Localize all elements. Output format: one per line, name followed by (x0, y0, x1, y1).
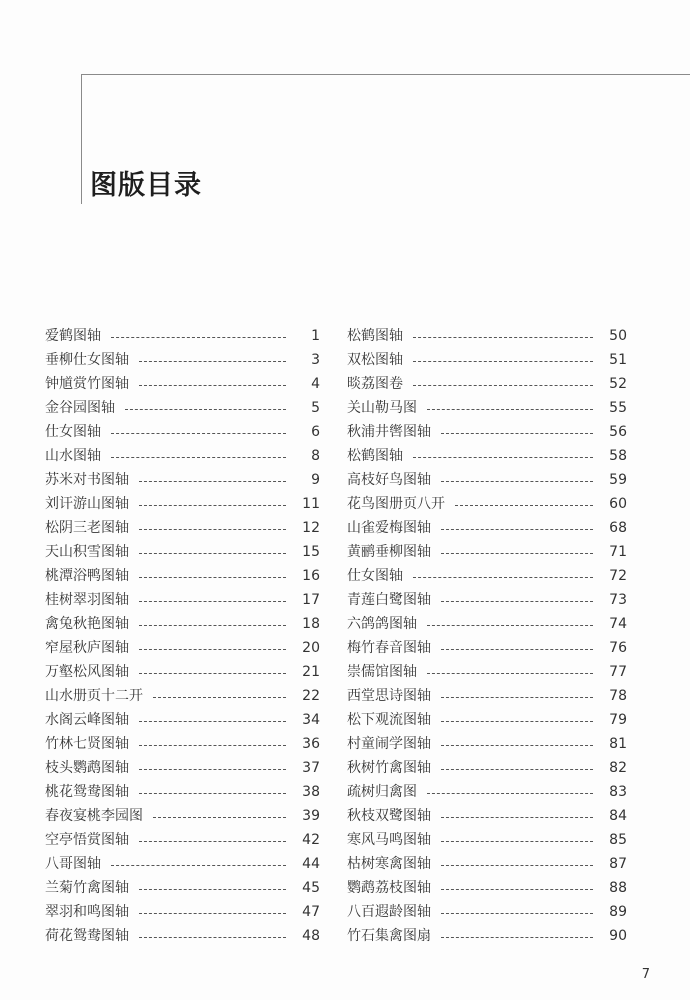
dash-leader (441, 889, 593, 890)
toc-entry-page: 1 (311, 328, 320, 344)
toc-entry-title: 松鹤图轴 (347, 328, 403, 344)
toc-entry-title: 禽兔秋艳图轴 (45, 616, 129, 632)
toc-entry-title: 钟馗赏竹图轴 (45, 376, 129, 392)
dash-leader (139, 913, 286, 914)
dash-leader (139, 841, 286, 842)
toc-entry-title: 疏树归禽图 (347, 784, 417, 800)
dash-leader (441, 697, 593, 698)
toc-entry (45, 540, 320, 564)
toc-entry-page: 3 (311, 352, 320, 368)
toc-entry-title: 黄鹂垂柳图轴 (347, 544, 431, 560)
dash-leader (427, 409, 593, 410)
dash-leader (441, 721, 593, 722)
toc-entry-title: 竹林七贤图轴 (45, 736, 129, 752)
toc-entry (347, 828, 627, 852)
toc-entry-page: 78 (609, 688, 627, 704)
toc-entry-title: 崇儒馆图轴 (347, 664, 417, 680)
toc-entry-title: 梅竹春音图轴 (347, 640, 431, 656)
dash-leader (111, 865, 286, 866)
toc-entry (347, 660, 627, 684)
dash-leader (153, 817, 286, 818)
toc-entry-title: 枝头鹦鹉图轴 (45, 760, 129, 776)
dash-leader (139, 577, 286, 578)
toc-entry-title: 西堂思诗图轴 (347, 688, 431, 704)
toc-entry (45, 324, 320, 348)
dash-leader (441, 841, 593, 842)
toc-entry-page: 47 (302, 904, 320, 920)
dash-leader (139, 937, 286, 938)
toc-entry-page: 39 (302, 808, 320, 824)
dash-leader (441, 649, 593, 650)
toc-entry (347, 876, 627, 900)
dash-leader (139, 361, 286, 362)
dash-leader (413, 577, 593, 578)
dash-leader (139, 625, 286, 626)
toc-entry-title: 荷花鸳鸯图轴 (45, 928, 129, 944)
toc-entry (347, 684, 627, 708)
toc-entry-page: 83 (609, 784, 627, 800)
toc-entry-page: 87 (609, 856, 627, 872)
toc-entry (45, 732, 320, 756)
toc-entry-title: 金谷园图轴 (45, 400, 115, 416)
toc-entry (45, 852, 320, 876)
toc-entry-page: 51 (609, 352, 627, 368)
toc-entry-page: 6 (311, 424, 320, 440)
toc-entry-page: 77 (609, 664, 627, 680)
dash-leader (139, 481, 286, 482)
toc-entry (45, 444, 320, 468)
toc-entry (45, 516, 320, 540)
toc-entry (347, 420, 627, 444)
toc-entry (45, 660, 320, 684)
dash-leader (139, 745, 286, 746)
toc-entry (45, 828, 320, 852)
toc-entry (45, 420, 320, 444)
dash-leader (455, 505, 593, 506)
toc-entry-title: 桃花鸳鸯图轴 (45, 784, 129, 800)
toc-entry-page: 17 (302, 592, 320, 608)
toc-entry-title: 万壑松风图轴 (45, 664, 129, 680)
dash-leader (139, 601, 286, 602)
toc-entry-title: 寒风马鸣图轴 (347, 832, 431, 848)
toc-entry-title: 晱荔图卷 (347, 376, 403, 392)
dash-leader (427, 793, 593, 794)
toc-entry-page: 56 (609, 424, 627, 440)
dash-leader (441, 913, 593, 914)
toc-entry (45, 756, 320, 780)
toc-entry (45, 348, 320, 372)
dash-leader (111, 457, 286, 458)
toc-entry-page: 42 (302, 832, 320, 848)
toc-entry (45, 924, 320, 948)
dash-leader (441, 745, 593, 746)
dash-leader (111, 337, 286, 338)
toc-entry (347, 540, 627, 564)
toc-entry-title: 兰菊竹禽图轴 (45, 880, 129, 896)
toc-entry-title: 水阁云峰图轴 (45, 712, 129, 728)
toc-entry (347, 804, 627, 828)
toc-entry-page: 79 (609, 712, 627, 728)
dash-leader (441, 937, 593, 938)
toc-entry-page: 88 (609, 880, 627, 896)
toc-entry-page: 8 (311, 448, 320, 464)
page-title: 图版目录 (90, 170, 202, 201)
toc-entry-title: 松鹤图轴 (347, 448, 403, 464)
toc-entry (347, 444, 627, 468)
dash-leader (441, 817, 593, 818)
dash-leader (413, 337, 593, 338)
toc-entry (45, 804, 320, 828)
toc-entry (347, 468, 627, 492)
toc-entry-title: 翠羽和鸣图轴 (45, 904, 129, 920)
page-number: 7 (641, 967, 650, 982)
toc-entry-title: 仕女图轴 (45, 424, 101, 440)
toc-entry-page: 20 (302, 640, 320, 656)
toc-entry (45, 876, 320, 900)
toc-entry-title: 六鸽鸽图轴 (347, 616, 417, 632)
dash-leader (441, 601, 593, 602)
toc-entry-title: 青莲白鹭图轴 (347, 592, 431, 608)
toc-entry-page: 58 (609, 448, 627, 464)
toc-entry-page: 36 (302, 736, 320, 752)
dash-leader (441, 553, 593, 554)
toc-entry-page: 5 (311, 400, 320, 416)
dash-leader (139, 385, 286, 386)
toc-entry (347, 708, 627, 732)
toc-entry-title: 桂树翠羽图轴 (45, 592, 129, 608)
toc-entry (347, 756, 627, 780)
toc-entry (347, 492, 627, 516)
toc-entry-title: 垂柳仕女图轴 (45, 352, 129, 368)
dash-leader (139, 769, 286, 770)
dash-leader (139, 553, 286, 554)
dash-leader (139, 529, 286, 530)
dash-leader (139, 673, 286, 674)
toc-entry-page: 11 (302, 496, 320, 512)
toc-entry-page: 16 (302, 568, 320, 584)
dash-leader (139, 649, 286, 650)
toc-entry-title: 花鸟图册页八开 (347, 496, 445, 512)
toc-entry-page: 82 (609, 760, 627, 776)
dash-leader (125, 409, 286, 410)
toc-entry-title: 山水图轴 (45, 448, 101, 464)
toc-entry (347, 780, 627, 804)
toc-entry-title: 空亭悟赏图轴 (45, 832, 129, 848)
dash-leader (413, 385, 593, 386)
toc-entry-title: 秋枝双鹭图轴 (347, 808, 431, 824)
toc-entry-title: 爱鹤图轴 (45, 328, 101, 344)
toc-entry-title: 山水册页十二开 (45, 688, 143, 704)
toc-entry (347, 396, 627, 420)
toc-entry (45, 612, 320, 636)
toc-entry-page: 38 (302, 784, 320, 800)
toc-entry-title: 松阴三老图轴 (45, 520, 129, 536)
toc-entry-page: 59 (609, 472, 627, 488)
toc-entry (347, 852, 627, 876)
toc-entry (347, 588, 627, 612)
dash-leader (413, 361, 593, 362)
toc-entry-title: 枯树寒禽图轴 (347, 856, 431, 872)
toc-entry (45, 396, 320, 420)
toc-entry (347, 732, 627, 756)
toc-entry (45, 564, 320, 588)
toc-entry (347, 516, 627, 540)
toc-entry (45, 636, 320, 660)
header-rule (81, 74, 690, 75)
toc-entry-title: 秋浦井辔图轴 (347, 424, 431, 440)
toc-entry-page: 12 (302, 520, 320, 536)
toc-entry-title: 天山积雪图轴 (45, 544, 129, 560)
dash-leader (427, 673, 593, 674)
dash-leader (441, 529, 593, 530)
toc-entry-page: 45 (302, 880, 320, 896)
toc-entry-page: 21 (302, 664, 320, 680)
toc-entry (347, 612, 627, 636)
toc-entry (45, 900, 320, 924)
toc-entry-title: 松下观流图轴 (347, 712, 431, 728)
toc-entry-page: 22 (302, 688, 320, 704)
toc-entry (45, 372, 320, 396)
toc-entry-page: 76 (609, 640, 627, 656)
dash-leader (139, 721, 286, 722)
dash-leader (111, 433, 286, 434)
toc-entry-title: 高枝好鸟图轴 (347, 472, 431, 488)
toc-entry (347, 324, 627, 348)
toc-entry-page: 84 (609, 808, 627, 824)
toc-entry-page: 60 (609, 496, 627, 512)
dash-leader (153, 697, 286, 698)
toc-entry (347, 900, 627, 924)
toc-entry-page: 68 (609, 520, 627, 536)
dash-leader (139, 889, 286, 890)
toc-entry-title: 鹦鹉荔枝图轴 (347, 880, 431, 896)
toc-entry-page: 55 (609, 400, 627, 416)
toc-entry-title: 春夜宴桃李园图 (45, 808, 143, 824)
dash-leader (427, 625, 593, 626)
dash-leader (139, 793, 286, 794)
toc-entry-title: 八哥图轴 (45, 856, 101, 872)
toc-entry-page: 90 (609, 928, 627, 944)
toc-entry-title: 仕女图轴 (347, 568, 403, 584)
toc-entry-page: 85 (609, 832, 627, 848)
toc-entry (45, 780, 320, 804)
toc-entry-title: 刘讦游山图轴 (45, 496, 129, 512)
toc-entry (347, 372, 627, 396)
toc-entry-page: 18 (302, 616, 320, 632)
dash-leader (413, 457, 593, 458)
toc-entry-page: 50 (609, 328, 627, 344)
toc-entry-title: 苏米对书图轴 (45, 472, 129, 488)
toc-entry-page: 44 (302, 856, 320, 872)
toc-entry-page: 37 (302, 760, 320, 776)
toc-entry (347, 924, 627, 948)
toc-column-left (45, 324, 320, 948)
dash-leader (441, 433, 593, 434)
toc-entry-title: 山雀爱梅图轴 (347, 520, 431, 536)
title-side-rule (81, 74, 82, 204)
toc-entry (45, 588, 320, 612)
toc-column-right (347, 324, 627, 948)
dash-leader (441, 865, 593, 866)
dash-leader (139, 505, 286, 506)
toc-entry-page: 73 (609, 592, 627, 608)
toc-entry-title: 关山勒马图 (347, 400, 417, 416)
toc-entry-page: 81 (609, 736, 627, 752)
toc-entry (347, 564, 627, 588)
dash-leader (441, 481, 593, 482)
toc-entry-title: 竹石集禽图扇 (347, 928, 431, 944)
toc-entry-page: 4 (311, 376, 320, 392)
toc-entry (45, 684, 320, 708)
toc-entry (45, 468, 320, 492)
toc-entry-page: 48 (302, 928, 320, 944)
toc-entry (347, 636, 627, 660)
toc-entry-title: 双松图轴 (347, 352, 403, 368)
toc-entry-page: 72 (609, 568, 627, 584)
toc-entry-title: 秋树竹禽图轴 (347, 760, 431, 776)
toc-entry-page: 89 (609, 904, 627, 920)
toc-entry (45, 708, 320, 732)
toc-entry-page: 52 (609, 376, 627, 392)
toc-entry-page: 15 (302, 544, 320, 560)
toc-entry-page: 9 (311, 472, 320, 488)
toc-entry-page: 74 (609, 616, 627, 632)
toc-entry-title: 桃潭浴鸭图轴 (45, 568, 129, 584)
toc-entry-title: 村童闹学图轴 (347, 736, 431, 752)
toc-entry (347, 348, 627, 372)
toc-entry (45, 492, 320, 516)
toc-entry-page: 34 (302, 712, 320, 728)
toc-entry-page: 71 (609, 544, 627, 560)
toc-entry-title: 窄屋秋庐图轴 (45, 640, 129, 656)
toc-entry-title: 八百遐龄图轴 (347, 904, 431, 920)
dash-leader (441, 769, 593, 770)
